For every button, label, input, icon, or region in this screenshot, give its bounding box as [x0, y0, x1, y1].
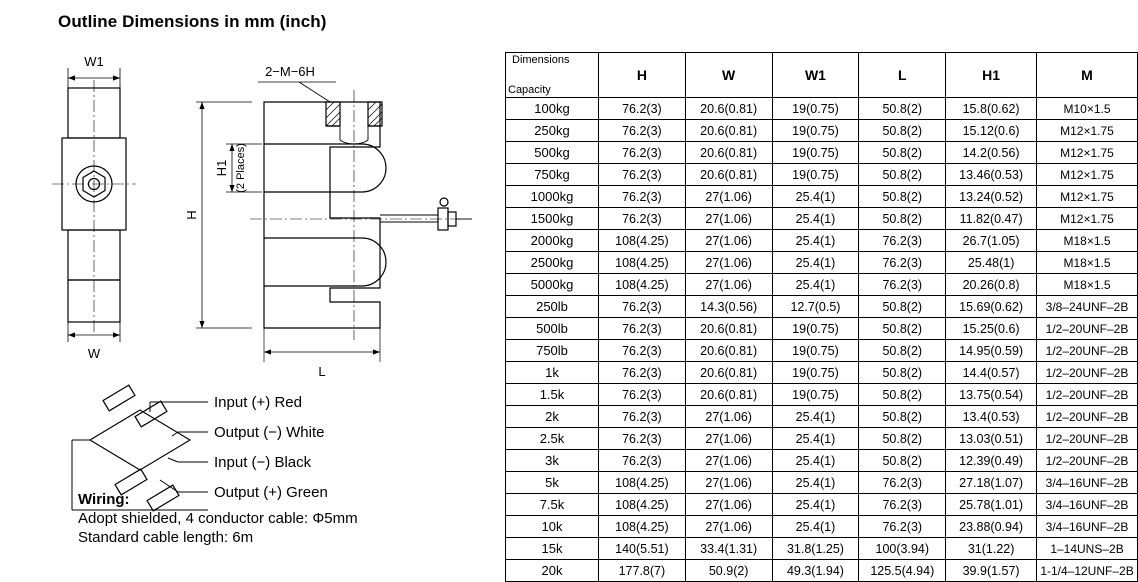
cell-capacity: 2.5k: [506, 428, 599, 450]
cell-m: M18×1.5: [1037, 230, 1138, 252]
cell-capacity: 7.5k: [506, 494, 599, 516]
cell-m: 1/2–20UNF–2B: [1037, 384, 1138, 406]
cell-h: 76.2(3): [599, 208, 686, 230]
cell-h: 76.2(3): [599, 164, 686, 186]
cell-h: 108(4.25): [599, 494, 686, 516]
cell-h1: 12.39(0.49): [946, 450, 1037, 472]
cell-w1: 19(0.75): [772, 164, 859, 186]
table-row: [506, 428, 1138, 450]
cell-w1: 19(0.75): [772, 98, 859, 120]
cell-l: 76.2(3): [859, 230, 946, 252]
cell-w1: 25.4(1): [772, 186, 859, 208]
cell-capacity: 10k: [506, 516, 599, 538]
cell-m: 3/8–24UNF–2B: [1037, 296, 1138, 318]
cell-w: 27(1.06): [685, 428, 772, 450]
table-corner-cell: [506, 53, 599, 98]
cell-w: 27(1.06): [685, 274, 772, 296]
table-row: [506, 252, 1138, 274]
wiring-legend-0: Input (+) Red: [214, 394, 302, 411]
cell-m: 1/2–20UNF–2B: [1037, 450, 1138, 472]
table-header-row: [506, 53, 1138, 98]
cell-l: 50.8(2): [859, 406, 946, 428]
cell-h1: 14.4(0.57): [946, 362, 1037, 384]
cell-h1: 25.78(1.01): [946, 494, 1037, 516]
cell-h: 108(4.25): [599, 274, 686, 296]
cell-w1: 25.4(1): [772, 230, 859, 252]
wiring-legend-1: Output (−) White: [214, 424, 325, 441]
label-l: L: [318, 364, 326, 379]
col-header-w1: W1: [772, 53, 859, 98]
wiring-heading: Wiring:: [78, 491, 130, 508]
label-h: H: [184, 210, 199, 220]
cell-h1: 13.4(0.53): [946, 406, 1037, 428]
dimensions-table: [505, 52, 1138, 582]
label-w: W: [87, 346, 101, 361]
cell-h1: 14.95(0.59): [946, 340, 1037, 362]
cell-l: 76.2(3): [859, 274, 946, 296]
cell-l: 50.8(2): [859, 362, 946, 384]
cell-capacity: 500kg: [506, 142, 599, 164]
cell-l: 76.2(3): [859, 252, 946, 274]
cell-w1: 31.8(1.25): [772, 538, 859, 560]
cell-capacity: 1500kg: [506, 208, 599, 230]
cell-w: 14.3(0.56): [685, 296, 772, 318]
cell-h1: 25.48(1): [946, 252, 1037, 274]
cell-m: 1/2–20UNF–2B: [1037, 340, 1138, 362]
cell-h1: 27.18(1.07): [946, 472, 1037, 494]
cell-h: 76.2(3): [599, 450, 686, 472]
cell-w: 27(1.06): [685, 494, 772, 516]
cell-h: 76.2(3): [599, 362, 686, 384]
label-thread: 2−M−6H: [265, 64, 315, 79]
cell-w: 27(1.06): [685, 450, 772, 472]
col-header-h: H: [599, 53, 686, 98]
cell-h1: 13.46(0.53): [946, 164, 1037, 186]
cell-h: 76.2(3): [599, 186, 686, 208]
cell-w: 27(1.06): [685, 472, 772, 494]
cell-w: 27(1.06): [685, 208, 772, 230]
cell-h1: 13.75(0.54): [946, 384, 1037, 406]
cell-m: M12×1.75: [1037, 142, 1138, 164]
cell-capacity: 250kg: [506, 120, 599, 142]
cell-l: 50.8(2): [859, 186, 946, 208]
table-row: [506, 186, 1138, 208]
cell-m: 3/4–16UNF–2B: [1037, 516, 1138, 538]
cell-m: M12×1.75: [1037, 120, 1138, 142]
cell-l: 100(3.94): [859, 538, 946, 560]
wiring-notes: [78, 490, 358, 547]
cell-m: M12×1.75: [1037, 208, 1138, 230]
cell-h1: 31(1.22): [946, 538, 1037, 560]
cell-h1: 15.12(0.6): [946, 120, 1037, 142]
cell-w: 20.6(0.81): [685, 318, 772, 340]
cell-h1: 13.03(0.51): [946, 428, 1037, 450]
cell-w1: 25.4(1): [772, 494, 859, 516]
cell-m: 1/2–20UNF–2B: [1037, 362, 1138, 384]
label-w1: W1: [84, 54, 104, 69]
cell-m: M12×1.75: [1037, 164, 1138, 186]
cell-w: 20.6(0.81): [685, 142, 772, 164]
cell-h1: 20.26(0.8): [946, 274, 1037, 296]
cell-w1: 25.4(1): [772, 406, 859, 428]
cell-capacity: 2500kg: [506, 252, 599, 274]
cell-h: 108(4.25): [599, 516, 686, 538]
cell-capacity: 20k: [506, 560, 599, 582]
table-row: [506, 296, 1138, 318]
cell-h1: 39.9(1.57): [946, 560, 1037, 582]
cell-capacity: 1000kg: [506, 186, 599, 208]
cell-w1: 19(0.75): [772, 142, 859, 164]
wiring-line-1: Adopt shielded, 4 conductor cable: Φ5mm: [78, 510, 358, 527]
table-row: [506, 406, 1138, 428]
cell-capacity: 750lb: [506, 340, 599, 362]
table-row: [506, 516, 1138, 538]
cell-l: 76.2(3): [859, 516, 946, 538]
cell-h: 108(4.25): [599, 252, 686, 274]
cell-l: 50.8(2): [859, 142, 946, 164]
cell-capacity: 3k: [506, 450, 599, 472]
cell-capacity: 2k: [506, 406, 599, 428]
table-row: [506, 98, 1138, 120]
cell-m: M18×1.5: [1037, 274, 1138, 296]
dimensions-table-wrap: [505, 52, 1138, 582]
cell-w: 20.6(0.81): [685, 164, 772, 186]
table-body: [506, 98, 1138, 582]
table-row: [506, 494, 1138, 516]
cell-w1: 25.4(1): [772, 252, 859, 274]
cell-w1: 25.4(1): [772, 516, 859, 538]
table-row: [506, 208, 1138, 230]
cell-w1: 25.4(1): [772, 428, 859, 450]
cell-m: 1/2–20UNF–2B: [1037, 318, 1138, 340]
cell-l: 50.8(2): [859, 340, 946, 362]
wiring-legend-3: Output (+) Green: [214, 484, 328, 501]
table-row: [506, 340, 1138, 362]
cell-capacity: 15k: [506, 538, 599, 560]
cell-w: 20.6(0.81): [685, 340, 772, 362]
table-row: [506, 450, 1138, 472]
cell-w: 20.6(0.81): [685, 98, 772, 120]
cell-h: 177.8(7): [599, 560, 686, 582]
cell-h1: 11.82(0.47): [946, 208, 1037, 230]
cell-capacity: 750kg: [506, 164, 599, 186]
cell-capacity: 2000kg: [506, 230, 599, 252]
table-row: [506, 384, 1138, 406]
cell-w: 20.6(0.81): [685, 362, 772, 384]
cell-w1: 12.7(0.5): [772, 296, 859, 318]
table-row: [506, 142, 1138, 164]
cell-l: 76.2(3): [859, 472, 946, 494]
corner-capacity-label: Capacity: [508, 84, 551, 96]
cell-l: 50.8(2): [859, 120, 946, 142]
cell-capacity: 500lb: [506, 318, 599, 340]
cell-w1: 19(0.75): [772, 384, 859, 406]
page-title: Outline Dimensions in mm (inch): [58, 12, 327, 31]
cell-l: 50.8(2): [859, 296, 946, 318]
cell-h: 76.2(3): [599, 98, 686, 120]
cell-h1: 26.7(1.05): [946, 230, 1037, 252]
cell-h: 76.2(3): [599, 120, 686, 142]
cell-capacity: 250lb: [506, 296, 599, 318]
cell-w1: 19(0.75): [772, 362, 859, 384]
cell-w1: 19(0.75): [772, 340, 859, 362]
cell-h1: 14.2(0.56): [946, 142, 1037, 164]
cell-h: 76.2(3): [599, 296, 686, 318]
cell-l: 50.8(2): [859, 428, 946, 450]
cell-h: 76.2(3): [599, 340, 686, 362]
cell-m: M18×1.5: [1037, 252, 1138, 274]
cell-h1: 13.24(0.52): [946, 186, 1037, 208]
table-row: [506, 120, 1138, 142]
cell-w: 20.6(0.81): [685, 384, 772, 406]
cell-m: M10×1.5: [1037, 98, 1138, 120]
cell-l: 50.8(2): [859, 384, 946, 406]
cell-w: 27(1.06): [685, 252, 772, 274]
cell-h: 140(5.51): [599, 538, 686, 560]
cell-w1: 25.4(1): [772, 274, 859, 296]
cell-l: 50.8(2): [859, 450, 946, 472]
cell-m: 3/4–16UNF–2B: [1037, 494, 1138, 516]
drawing-svg: [0, 40, 500, 560]
cell-w: 27(1.06): [685, 230, 772, 252]
cell-h1: 15.8(0.62): [946, 98, 1037, 120]
label-h1-note: (2 Places): [235, 143, 247, 193]
cell-capacity: 1.5k: [506, 384, 599, 406]
cell-w: 27(1.06): [685, 406, 772, 428]
cell-m: 1/2–20UNF–2B: [1037, 406, 1138, 428]
table-row: [506, 362, 1138, 384]
cell-w: 27(1.06): [685, 516, 772, 538]
table-row: [506, 318, 1138, 340]
cell-capacity: 5k: [506, 472, 599, 494]
table-row: [506, 538, 1138, 560]
cell-l: 50.8(2): [859, 318, 946, 340]
outline-drawing: [0, 40, 500, 560]
cell-h: 108(4.25): [599, 472, 686, 494]
cell-l: 50.8(2): [859, 164, 946, 186]
cell-w1: 19(0.75): [772, 120, 859, 142]
wiring-line-2: Standard cable length: 6m: [78, 529, 254, 546]
cell-m: M12×1.75: [1037, 186, 1138, 208]
cell-h: 76.2(3): [599, 428, 686, 450]
cell-h: 108(4.25): [599, 230, 686, 252]
cell-h1: 15.25(0.6): [946, 318, 1037, 340]
cell-m: 1–14UNS–2B: [1037, 538, 1138, 560]
label-h1: H1: [214, 159, 229, 177]
cell-w: 20.6(0.81): [685, 120, 772, 142]
col-header-l: L: [859, 53, 946, 98]
cell-l: 50.8(2): [859, 98, 946, 120]
cell-h: 76.2(3): [599, 384, 686, 406]
cell-h: 76.2(3): [599, 406, 686, 428]
cell-w: 33.4(1.31): [685, 538, 772, 560]
cell-w1: 49.3(1.94): [772, 560, 859, 582]
cell-h: 76.2(3): [599, 142, 686, 164]
table-row: [506, 274, 1138, 296]
table-row: [506, 164, 1138, 186]
cell-l: 76.2(3): [859, 494, 946, 516]
table-head: [506, 53, 1138, 98]
cell-w1: 19(0.75): [772, 318, 859, 340]
cell-h1: 15.69(0.62): [946, 296, 1037, 318]
table-row: [506, 560, 1138, 582]
cell-l: 50.8(2): [859, 208, 946, 230]
cell-w1: 25.4(1): [772, 450, 859, 472]
corner-dimensions-label: Dimensions: [512, 54, 570, 66]
cell-w: 27(1.06): [685, 186, 772, 208]
col-header-h1: H1: [946, 53, 1037, 98]
cell-w: 50.9(2): [685, 560, 772, 582]
cell-capacity: 5000kg: [506, 274, 599, 296]
cell-m: 1/2–20UNF–2B: [1037, 428, 1138, 450]
cell-w1: 25.4(1): [772, 208, 859, 230]
cell-m: 3/4–16UNF–2B: [1037, 472, 1138, 494]
table-row: [506, 472, 1138, 494]
cell-capacity: 1k: [506, 362, 599, 384]
cell-l: 125.5(4.94): [859, 560, 946, 582]
cell-h: 76.2(3): [599, 318, 686, 340]
cell-capacity: 100kg: [506, 98, 599, 120]
cell-h1: 23.88(0.94): [946, 516, 1037, 538]
col-header-w: W: [685, 53, 772, 98]
col-header-m: M: [1037, 53, 1138, 98]
table-row: [506, 230, 1138, 252]
wiring-legend-2: Input (−) Black: [214, 454, 312, 471]
cell-m: 1-1/4–12UNF–2B: [1037, 560, 1138, 582]
cell-w1: 25.4(1): [772, 472, 859, 494]
